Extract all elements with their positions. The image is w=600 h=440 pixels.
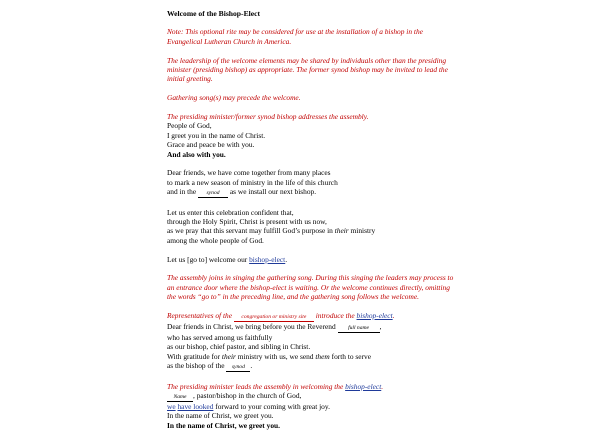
representatives-text: Dear friends in Christ, we bring before you the Reverend [167,322,336,332]
representatives-section [167,311,467,372]
greeting-line: I greet you in the name of Christ. [167,130,266,140]
rubric-text: Representatives of the [167,311,232,321]
note-line: the words “go to” in the preceding line, and the gathering song follows the welcome. [167,292,419,302]
rubric-punct: . [381,381,384,391]
representatives-line [167,361,467,372]
bishop-elect-link[interactable]: bishop-elect [356,311,393,321]
confident-line: among the whole people of God. [167,235,264,245]
note-line: Note: This optional rite may be considered for use at the installation of a bishop in the [167,27,423,37]
greeting-response: And also with you. [167,149,226,159]
presiding-section [167,382,467,431]
note-optional-rite [167,27,467,46]
confident-line: Let us enter this celebration confident that, [167,207,294,217]
confident-text: as we pray that this servant may fulfill God’s purpose in [167,226,333,236]
have-looked-link[interactable]: have looked [177,402,214,412]
representatives-line: as our bishop, chief pastor, and sibling in Christ. [167,342,311,352]
dear-friends-text: and in the [167,187,197,197]
presiding-response: In the name of Christ, we greet you. [167,420,280,430]
note-gathering-song: Gathering song(s) may precede the welcome. [167,93,301,103]
dear-friends-line [167,187,467,198]
greeting-line: Grace and peace be with you. [167,140,255,150]
note-line: Evangelical Lutheran Church in America. [167,36,292,46]
dear-friends-line: Dear friends, we have come together from many places [167,168,331,178]
name-blank: Name [167,394,193,402]
representatives-punct: , [379,322,382,332]
synod-blank: synod [226,364,250,372]
note-assembly [167,273,467,301]
note-line: The leadership of the welcome elements may be shared by individuals other than the presiding [167,55,447,65]
page-title: Welcome of the Bishop-Elect [167,9,261,18]
representatives-text: as the bishop of the [167,361,225,371]
presiding-text: forward to your coming with great joy. [215,402,330,412]
greeting-rubric: The presiding minister/former synod bishop addresses the assembly. [167,112,369,122]
confident-italic: their [334,226,349,236]
confident-line [167,226,467,235]
representatives-line [167,352,467,361]
full-name-blank: full name [338,325,380,333]
dear-friends-text: as we install our next bishop. [229,187,317,197]
representatives-italic: them [315,351,330,361]
dear-friends-section [167,168,467,198]
confident-text: ministry [350,226,376,236]
greeting-line: People of God, [167,121,212,131]
confident-section [167,208,467,246]
welcome-line [167,255,467,264]
welcome-text: Let us [go to] welcome our [167,254,248,264]
rubric-text: The presiding minister leads the assembly in welcoming the [167,381,344,391]
representatives-italic: their [221,351,236,361]
confident-line: through the Holy Spirit, Christ is present with us now, [167,217,327,227]
representatives-line: who has served among us faithfully [167,333,273,343]
note-line: minister (presiding bishop) as appropriate. The former synod bishop may be invited to lead the [167,65,448,75]
representatives-rubric [167,311,467,322]
representatives-text: With gratitude for [167,351,221,361]
welcome-punct: . [285,254,288,264]
presiding-line: In the name of Christ, we greet you. [167,411,274,421]
note-leadership [167,56,467,84]
representatives-line [167,322,467,333]
synod-blank: synod [198,190,228,198]
dear-friends-line: to mark a new season of ministry in the life of this church [167,177,338,187]
rubric-text: introduce the [315,311,355,321]
bishop-elect-link[interactable]: bishop-elect [345,381,382,391]
presiding-line [167,391,467,402]
congregation-blank: congregation or ministry site [234,314,314,322]
note-line: The assembly joins in singing the gathering song. During this singing the leaders may process to [167,273,454,283]
representatives-text: ministry with us, we send [237,351,314,361]
presiding-text: , pastor/bishop in the church of God, [193,391,302,401]
representatives-text: forth to serve [331,351,372,361]
document-body [167,9,467,440]
presiding-line [167,402,467,411]
note-line: an entrance door where the bishop-elect is waiting. Or the welcome continues directly, omitting [167,282,450,292]
representatives-punct: . [250,361,253,371]
we-link[interactable]: we [167,402,176,412]
presiding-rubric [167,382,467,391]
rubric-punct: . [392,311,395,321]
bishop-elect-link[interactable]: bishop-elect [249,254,286,264]
greeting-section [167,112,467,159]
note-line: initial greeting. [167,74,213,84]
